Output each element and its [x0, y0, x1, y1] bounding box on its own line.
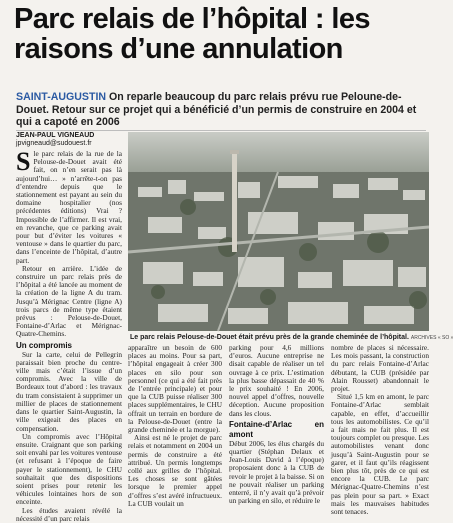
subhead-fontaine-arlac: Fontaine-d’Arlac en amont	[229, 419, 324, 439]
col1-paragraph-5: Les études avaient révélé la nécessité d’un parc relais	[16, 505, 122, 523]
byline-author: JEAN-PAUL VIGNEAUD	[16, 132, 95, 139]
caption-text: Le parc relais Pelouse-de-Douet était prévu près de la grande cheminée de l’hôpital.	[130, 334, 409, 341]
drop-cap: S	[16, 147, 31, 176]
photo-caption	[130, 333, 453, 343]
col1-paragraph-2: Retour en arrière. L’idée de construire un parc relais près de l’hôpital a été lancée au moment de la création de la ligne A du tram. Jusqu’à Mérignac Centre (ligne A) trois parcs de même type étaient prévus : Pelouse-de-Douet, Fontaine-d’Arlac et Mérignac-Quatre-Chemins.	[16, 263, 122, 339]
lead-paragraph	[16, 91, 434, 129]
article-column-2	[128, 343, 222, 508]
col2-paragraph-1: apparaître un besoin de 600 places au moins. Pour sa part, l’hôpital engageait à créer 300 places en silo pour son personnel (ce qui a été fait près de l’entrée principale) et pour que la CUB puisse réaliser 300 places supplémentaires, le CHU offrait un terrain en bordure de la Pelouse-de-Douet (entre la grande cheminée et la morgue).	[128, 343, 222, 435]
byline	[16, 132, 126, 148]
byline-email: jpvigneaud@sudouest.fr	[16, 140, 92, 147]
col1-paragraph-3: Sur la carte, celui de Pellegrin paraissait bien proche du centre-ville mais c’était l’issue d’un compromis. Avec la ville de Bordeaux tout d’abord : les travaux du tram consistaient à supprimer un millier de places de stationnement dans le quartier Saint-Augustin, la ville exigeait des places en compensation.	[16, 349, 122, 433]
headline	[14, 4, 434, 64]
col3-paragraph-2: Début 2006, les élus chargés du quartier (Stéphan Delaux et Jean-Louis David à l’époque) proposaient donc à la CUB de revoir le projet à la baisse. Si on ne pouvait réaliser un parking enterré, il n’y avait qu’à prévoir un parking en silo, et réduire le	[229, 438, 324, 506]
lead-text: On reparle beaucoup du parc relais prévu rue Peloune-de-Douet. Retour sur ce projet qui a bénéficié d’un permis de construire en 2004 et qui a capoté en 2006	[16, 91, 417, 129]
col4-paragraph-1: nombre de places si nécessaire. Les mois passant, la construction du parc relais Fontaine-d’Arlac débutant, la CUB (présidée par Alain Rousset) abandonnait le projet.	[331, 343, 429, 394]
headline-line-1: Parc relais de l’hôpital : les	[14, 3, 370, 35]
photo-credit: ARCHIVES « SO »	[410, 335, 453, 341]
divider	[16, 130, 426, 131]
col3-paragraph-1: parking pour 4,6 millions d’euros. Aucune entreprise ne disait capable de réaliser un tel ouvrage à ce prix. L’estimation la plus basse dépassait de 40 % le prix souhaité ! En 2006, nouvel appel d’offres, nouvelle déception. Aucune proposition dans les clous.	[229, 343, 324, 418]
subhead-compromis: Un compromis	[16, 340, 73, 350]
article-column-4	[331, 343, 429, 517]
col1-paragraph-4: Un compromis avec l’Hôpital ensuite. Craignant que son parking soit envahi par les voitures ventouse (et refusant à l’époque de faire payer le stationnement), le CHU souhaitait que des dispositions soient prises pour retenir les véhicules lointaines hors de son enceinte.	[16, 431, 122, 507]
article-column-3	[229, 343, 324, 506]
article-photo	[128, 132, 429, 331]
article-column-1	[16, 147, 122, 523]
col1-paragraph-1: le parc relais de la rue de la Pelouse-de-Douet avait été fait, on n’en serait pas là aujourd’hui… » n’arrête-t-on pas d’entendre depuis que le stationnement est payant au sein du domaine hospitalier (nos précédentes éditions) Vrai ? Impossible de l’affirmer. Il est vrai, en revanche, que ce parking avait pour but d’éviter les voitures « ventouse » dans le quartier du parc, dans l’enceinte de l’hôpital, d’autre part.	[16, 149, 122, 265]
col4-paragraph-2: Situé 1,5 km en amont, le parc Fontaine-d’Arlac semblait capable, en effet, d’accueillir tous les automobilistes. Ce qu’il a fait mais ne fait plus. Il est toujours complet ou presque. Les automobilistes venant donc jusqu’à Saint-Augustin pour se garer, et il faut qu’ils réagissent bien plus tôt, près de ce qui est encore la CUB. Le parc Mérignac-Quatre-Chemins n’est pas plein pour sa part. » Exact mais les mauvaises habitudes sont tenaces.	[331, 392, 429, 517]
lead-kicker: SAINT-AUGUSTIN	[16, 91, 107, 103]
headline-line-2: raisons d’une annulation	[14, 33, 343, 65]
col2-paragraph-2: Ainsi est né le projet de parc relais et notamment en 2004 un permis de construire a été attribué. Un permis longtemps collé aux grilles de l’hôpital. Les choses se sont gâtées lorsque le premier appel d’offres s’est avéré infructueux. La CUB voulait un	[128, 433, 222, 508]
aerial-city-photo	[128, 132, 429, 331]
